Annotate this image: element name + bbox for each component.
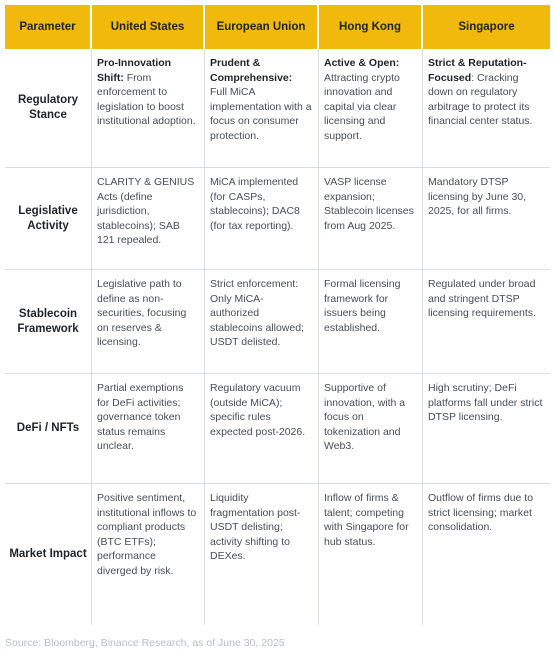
row-label: Legislative Activity [5, 168, 92, 270]
header-european-union: European Union [205, 5, 319, 49]
cell-heading: Prudent & Comprehensive: [210, 57, 293, 84]
table-cell: Partial exemptions for DeFi activities; governance token status remains unclear. [92, 374, 205, 484]
header-united-states: United States [92, 5, 205, 49]
table-cell: MiCA implemented (for CASPs, stablecoins); DAC8 (for tax reporting). [205, 168, 319, 270]
table-cell: Outflow of firms due to strict licensing; market consolidation. [428, 492, 534, 534]
table-row [5, 484, 550, 625]
table-row [5, 168, 550, 270]
table-cell: VASP license expansion; Stablecoin licenses from Aug 2025. [319, 168, 423, 270]
cell-text: : Cracking down on regulatory arbitrage to protect its financial center status. [428, 71, 533, 128]
table-cell [92, 49, 205, 168]
table-cell: High scrutiny; DeFi platforms fall under strict DTSP licensing. [423, 374, 550, 484]
table-cell: Inflow of firms & talent; competing with Singapore for hub status. [319, 484, 423, 625]
row-label: Regulatory Stance [5, 49, 92, 168]
regulation-comparison-table [5, 5, 550, 625]
table-row [5, 49, 550, 168]
header-singapore: Singapore [423, 5, 550, 49]
header-hong-kong: Hong Kong [319, 5, 423, 49]
cell-text: From enforcement to legislation to boost institutional adoption. [97, 71, 196, 128]
table-cell [423, 49, 550, 168]
source-note: Source: Bloomberg, Binance Research, as of June 30, 2025 [5, 637, 285, 649]
table-cell: Liquidity fragmentation post-USDT delisting; activity shifting to DEXes. [205, 484, 319, 625]
row-label: Stablecoin Framework [5, 270, 92, 374]
table-cell [205, 49, 319, 168]
table-cell: Positive sentiment, institutional inflows to compliant products (BTC ETFs); performance diverged by risk. [92, 484, 205, 625]
table-cell: Regulatory vacuum (outside MiCA); specific rules expected post-2026. [205, 374, 319, 484]
table-row [5, 270, 550, 374]
cell-heading: Active & Open: [324, 57, 400, 69]
row-label: Market Impact [5, 484, 92, 625]
table-cell: Formal licensing framework for issuers being established. [319, 270, 423, 374]
header-parameter: Parameter [5, 5, 92, 49]
table-cell: CLARITY & GENIUS Acts (define jurisdiction, stablecoins); SAB 121 repealed. [92, 168, 205, 270]
cell-heading: Pro-Innovation Shift: [97, 57, 172, 84]
cell-heading: Strict & Reputation-Focused [428, 57, 527, 84]
table-cell: Mandatory DTSP licensing by June 30, 2025, for all firms. [423, 168, 550, 270]
table-cell: Supportive of innovation, with a focus on tokenization and Web3. [319, 374, 423, 484]
table-row [5, 374, 550, 484]
table-cell: Legislative path to define as non-securities, focusing on reserves & licensing. [92, 270, 205, 374]
row-label: DeFi / NFTs [5, 374, 92, 484]
table-cell: Regulated under broad and stringent DTSP licensing requirements. [423, 270, 550, 374]
table-cell: Strict enforcement: Only MiCA-authorized stablecoins allowed; USDT delisted. [205, 270, 319, 374]
cell-text: Attracting crypto innovation and capital via clear licensing and support. [324, 71, 400, 142]
header-row [5, 5, 550, 49]
table-cell [319, 49, 423, 168]
cell-text: Full MiCA implementation with a focus on consumer protection. [210, 86, 312, 142]
